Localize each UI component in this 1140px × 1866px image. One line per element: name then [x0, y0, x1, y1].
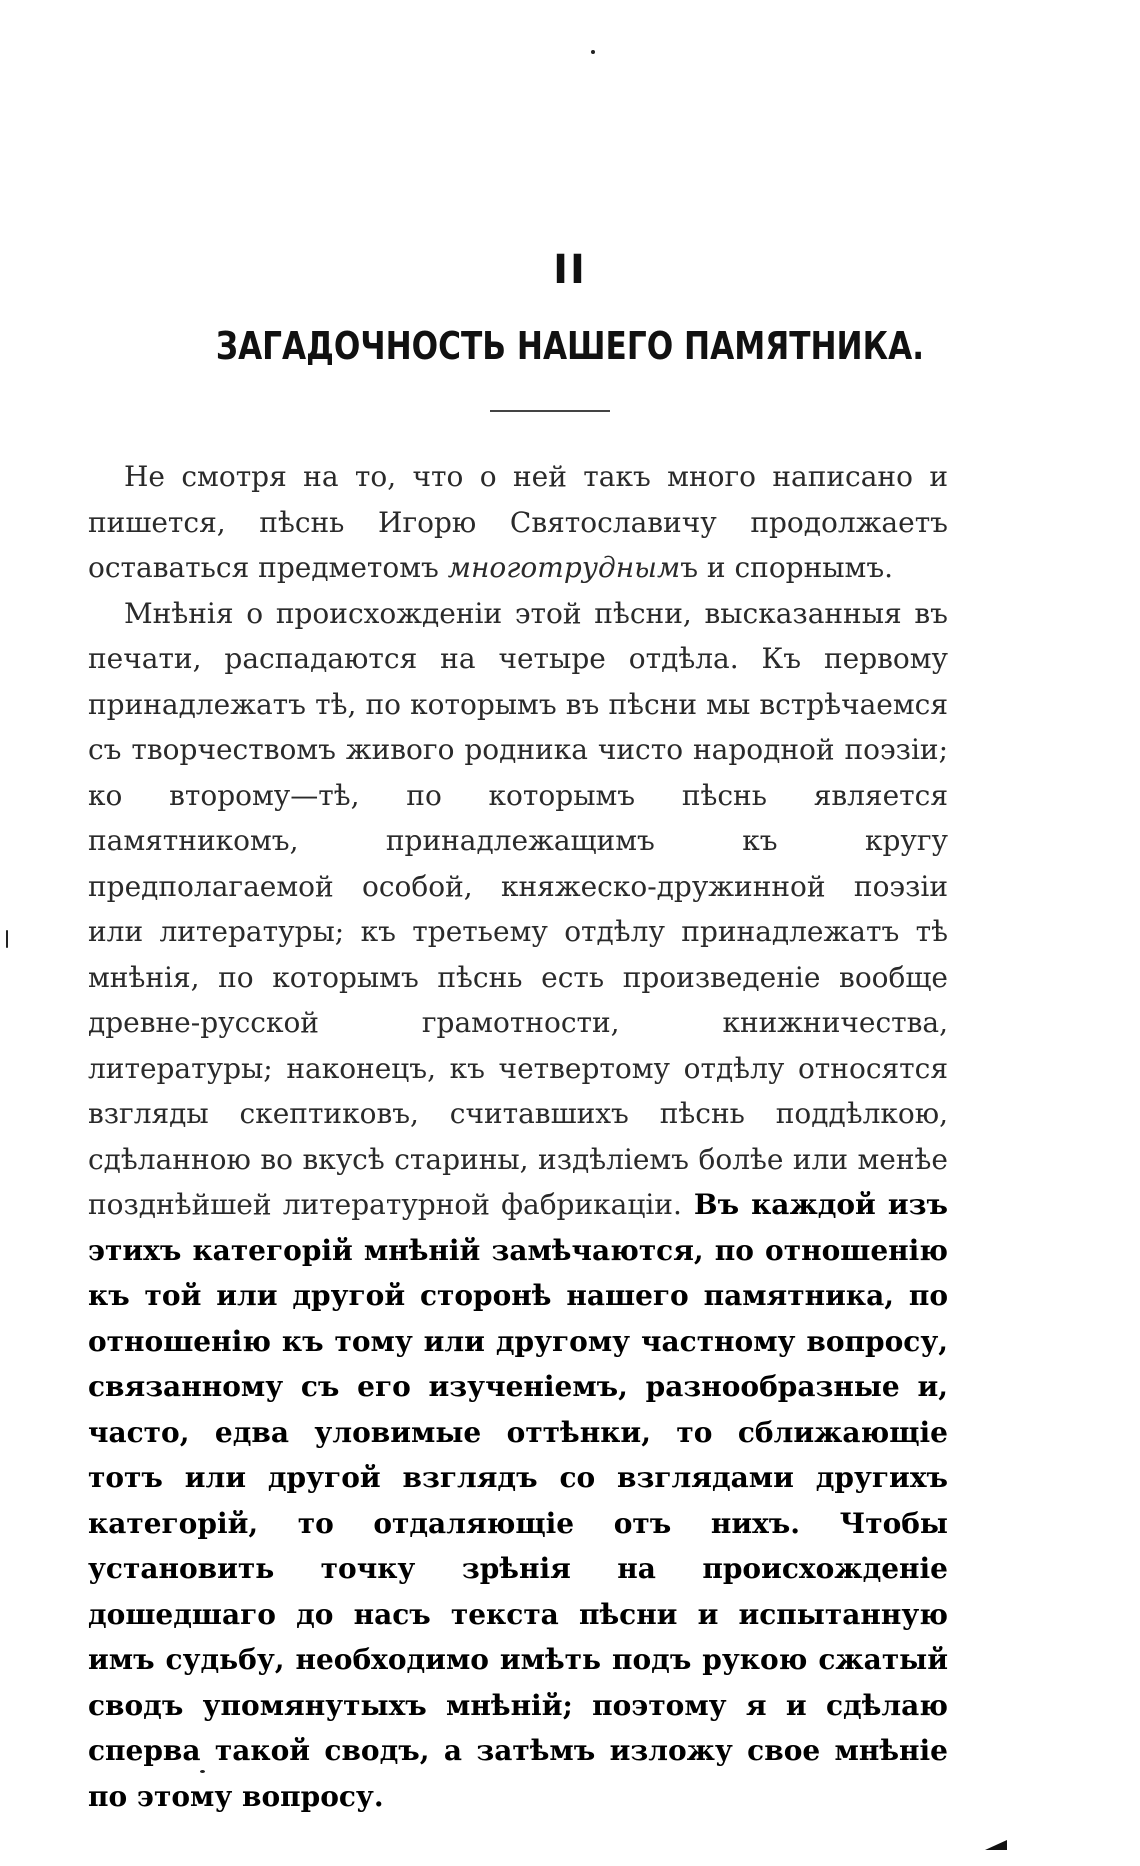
chapter-number: II [553, 247, 587, 293]
paragraph-2 [88, 591, 948, 1820]
paragraph-2-dark: Въ каждой изъ этихъ категорій мнѣній замѣчаются, по отношенію къ той или другой сторонѣ нашего памятника, по отношенію къ тому или другому частному вопросу, связанному съ его изученіемъ, разнообразные и, часто, едва уловимые оттѣнки, то сближающіе тотъ или другой взглядъ со взглядами другихъ категорій, то отдаляющіе отъ нихъ. Чтобы установить точку зрѣнія на происхожденіе дошедшаго до насъ текста пѣсни и испытанную имъ судьбу, необходимо имѣть подъ рукою сжатый сводъ упомянутыхъ мнѣній; поэтому я и сдѣлаю сперва такой сводъ, а затѣмъ изложу свое мнѣніе по этому вопросу. [88, 1188, 948, 1813]
body-text [88, 454, 948, 1819]
speck-dot [6, 930, 8, 948]
italic-word: многотрудным [447, 551, 681, 584]
chapter-title: ЗАГАДОЧНОСТЬ НАШЕГО ПАМЯТНИКА. [215, 324, 925, 368]
paragraph-2-light: Мнѣнія о происхожденіи этой пѣсни, высказанныя въ печати, распадаются на четыре отдѣла. Къ первому принадлежатъ тѣ, по которымъ въ пѣсни мы встрѣчаемся съ творчествомъ живого родника чисто народной поэзіи; ко второму—тѣ, по которымъ пѣснь является памятникомъ, принадлежащимъ къ кругу предполагаемой особой, княжеско-дружинной поэзіи или литературы; къ третьему отдѣлу принадлежатъ тѣ мнѣнія, по которымъ пѣснь есть произведеніе вообще древне-русской грамотности, книжничества, литературы; наконецъ, къ четвертому отдѣлу относятся взгляды скептиковъ, считавшихъ пѣснь поддѣлкою, сдѣланною во вкусѣ старины, издѣліемъ болѣе или менѣе позднѣйшей литературной фабрикаціи. [88, 596, 948, 1221]
paragraph-1: Не смотря на то, что о ней такъ много написано и пишется, пѣснь Игорю Святославичу продолжаетъ оставаться предметомъ многотруднымъ и спорнымъ. [88, 460, 948, 584]
title-divider [490, 410, 610, 412]
speck-dot [591, 50, 595, 54]
corner-mark-icon [985, 1840, 1007, 1850]
